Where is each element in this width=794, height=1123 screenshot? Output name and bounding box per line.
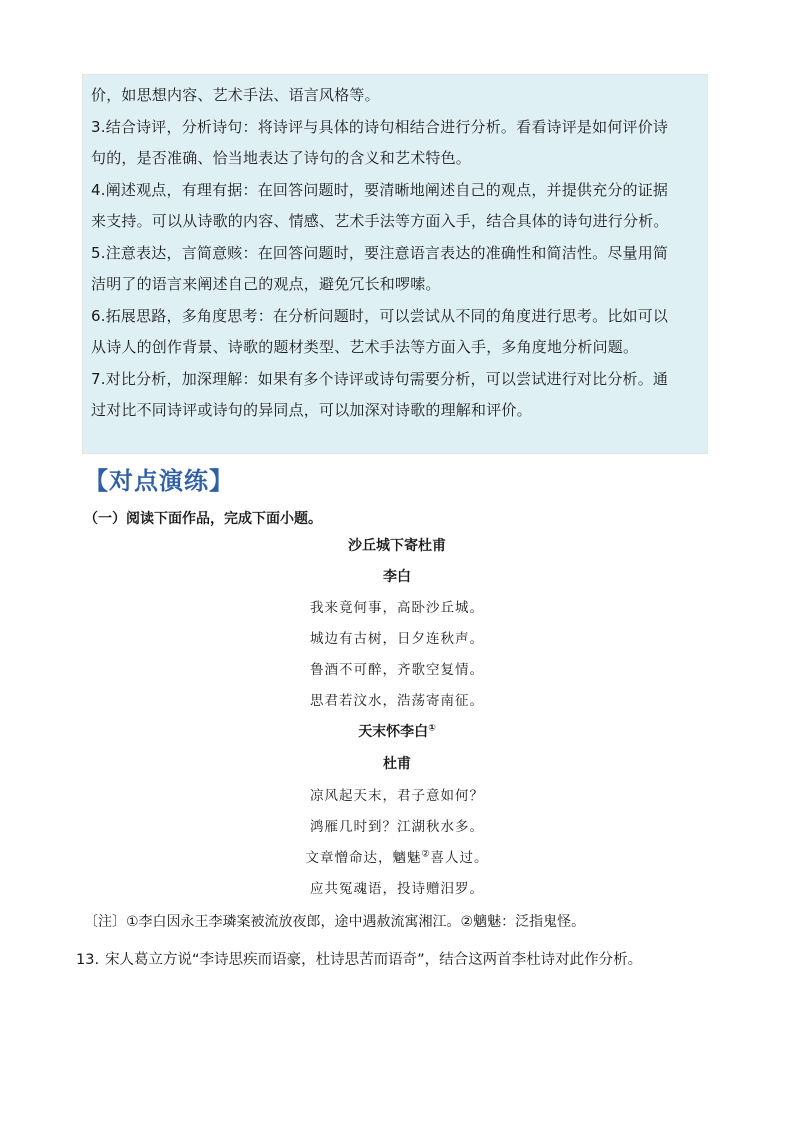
- poem1-line: 我来竟何事，高卧沙丘城。: [310, 600, 484, 616]
- tip-line: 洁明了的语言来阐述自己的观点，避免冗长和啰嗦。: [91, 275, 441, 293]
- tip-line: 7.对比分析，加深理解：如果有多个诗评或诗句需要分析，可以尝试进行对比分析。通: [91, 370, 669, 388]
- section-title: 【对点演练】: [84, 467, 234, 495]
- tip-line: 4.阐述观点，有理有据：在回答问题时，要清晰地阐述自己的观点，并提供充分的证据: [91, 181, 669, 199]
- question-text: 宋人葛立方说“李诗思疾而语豪，杜诗思苦而语奇”，结合这两首李杜诗对此作分析。: [105, 952, 643, 968]
- tips-box: [82, 74, 708, 454]
- tip-line: 从诗人的创作背景、诗歌的题材类型、艺术手法等方面入手，多角度地分析问题。: [91, 338, 639, 356]
- poem2-line: 应共冤魂语，投诗赠汨罗。: [310, 881, 484, 897]
- tip-line: 过对比不同诗评或诗句的异同点，可以加深对诗歌的理解和评价。: [91, 401, 532, 419]
- tip-line: 句的，是否准确、恰当地表达了诗句的含义和艺术特色。: [91, 149, 472, 167]
- poem2-line-part: 喜人过。: [430, 850, 489, 866]
- tip-line: 5.注意表达，言简意赅：在回答问题时，要注意语言表达的准确性和简洁性。尽量用简: [91, 244, 669, 262]
- poem1-title: 沙丘城下寄杜甫: [348, 538, 446, 554]
- tip-line: 来支持。可以从诗歌的内容、情感、艺术手法等方面入手，结合具体的诗句进行分析。: [91, 212, 669, 230]
- poem2-title: [0, 722, 794, 742]
- poem2-author: 杜甫: [383, 756, 411, 772]
- poem2-line: 凉风起天末，君子意如何？: [310, 788, 484, 804]
- footnote-marker: ①: [428, 723, 436, 734]
- tip-line: 价，如思想内容、艺术手法、语言风格等。: [91, 86, 380, 104]
- poem2-line: [0, 848, 794, 868]
- reading-instruction: （一）阅读下面作品，完成下面小题。: [84, 511, 322, 527]
- poem1-author: 李白: [383, 569, 411, 585]
- poem1-line: 鲁酒不可醉，齐歌空复情。: [310, 662, 484, 678]
- poem2-line-part: 文章憎命达，魑魅: [305, 850, 422, 866]
- poem1-line: 思君若汶水，浩荡寄南征。: [310, 693, 484, 709]
- footnote-marker: ②: [421, 849, 431, 860]
- poem2-title-text: 天末怀李白: [358, 724, 429, 740]
- tip-line: 3.结合诗评，分析诗句：将诗评与具体的诗句相结合进行分析。看看诗评是如何评价诗: [91, 118, 669, 136]
- question-13: [76, 950, 642, 970]
- poem1-line: 城边有古树，日夕连秋声。: [310, 631, 484, 647]
- poem2-line: 鸿雁几时到？江湖秋水多。: [310, 819, 484, 835]
- tip-line: 6.拓展思路，多角度思考：在分析问题时，可以尝试从不同的角度进行思考。比如可以: [91, 307, 669, 325]
- question-number: 13.: [76, 952, 100, 968]
- footnote: 〔注〕①李白因永王李璘案被流放夜郎，途中遇赦流寓湘江。②魑魅：泛指鬼怪。: [84, 914, 586, 930]
